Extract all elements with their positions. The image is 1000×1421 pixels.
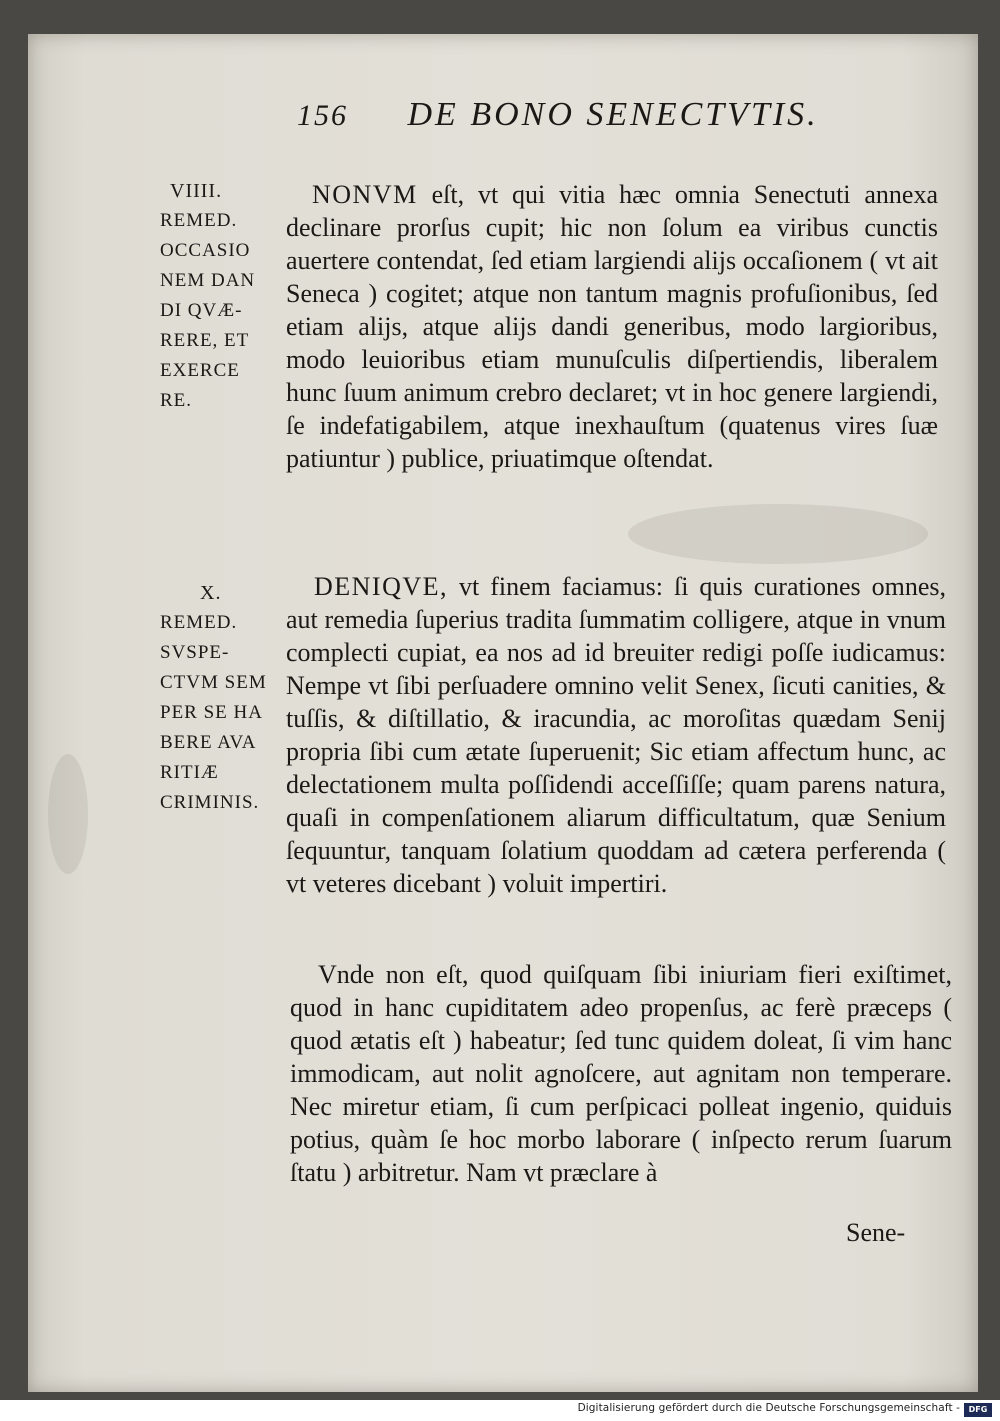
margin-note-line: NEM DAN xyxy=(160,270,256,291)
margin-note-line: SVSPE- xyxy=(160,642,230,663)
margin-note-line: RITIÆ xyxy=(160,762,219,783)
margin-note-line: CRIMINIS. xyxy=(160,792,260,813)
margin-note-line: REMED. xyxy=(160,612,238,633)
paragraph-initial: DENIQVE, xyxy=(314,572,449,601)
margin-note-9 xyxy=(160,176,282,416)
page-number: 156 xyxy=(297,99,348,132)
paragraph-nonum xyxy=(286,178,938,475)
dfg-logo: DFG xyxy=(964,1403,992,1417)
page-stain xyxy=(628,504,928,564)
paragraph-denique xyxy=(286,570,946,900)
paragraph-text: vt finem faciamus: ſi quis curationes omnes, aut remedia ſuperius tradita ſummatim colligere, atque in vnum complecti cupiat, ea nos ad id breuiter redigi poſſe iudicamus: Nempe vt ſibi perſuadere omnino velit Senex, ſicuti canities, & tuſſis, & diſtillatio, & iracundia, ac moroſitas quædam Senij propria ſibi cum ætate ſuperuenit; Sic etiam affectum hunc, ac delectationem multa poſſidendi acceſſiſſe; quam parens natura, quaſi in compenſationem aliarum difficultatum, quæ Senium ſequuntur, tanquam ſolatium quoddam ad cætera perferenda ( vt veteres dicebant ) voluit impertiri. xyxy=(286,572,946,898)
paragraph-text: eſt, vt qui vitia hæc omnia Senectuti annexa declinare prorſus cupit; hic non ſolum ea viribus cunctis auertere contendat, ſed etiam largiendi alijs occaſionem ( vt ait Seneca ) cogitet; atque non tantum magnis profuſionibus, ſed etiam alijs, atque alijs dandi generibus, modo largioribus, modo leuioribus etiam munuſculis diſpertiendis, liberalem hunc ſuum animum crebro declaret; vt in hoc genere largiendi, ſe indefatigabilem, atque inexhauſtum (quatenus vires ſuæ patiuntur ) publice, priuatimque oſtendat. xyxy=(286,180,938,473)
margin-note-10 xyxy=(160,578,282,818)
margin-note-line: RE. xyxy=(160,390,193,411)
paragraph-initial: NONVM xyxy=(312,180,418,209)
margin-note-line: PER SE HA xyxy=(160,702,263,723)
margin-note-line: EXERCE xyxy=(160,360,240,381)
running-header xyxy=(297,96,917,140)
margin-note-line: DI QVÆ- xyxy=(160,300,243,321)
paragraph-vnde xyxy=(290,958,952,1189)
digitization-footer xyxy=(0,1400,1000,1421)
margin-note-line: BERE AVA xyxy=(160,732,257,753)
footer-credit: Digitalisierung gefördert durch die Deutsche Forschungsgemeinschaft - xyxy=(577,1402,960,1414)
catchword: Sene- xyxy=(846,1218,906,1247)
margin-note-line: RERE, ET xyxy=(160,330,250,351)
margin-note-line: CTVM SEM xyxy=(160,672,267,693)
margin-note-line: REMED. xyxy=(160,210,238,231)
paragraph-text: Vnde non eſt, quod quiſquam ſibi iniuriam fieri exiſtimet, quod in hanc cupiditatem adeo propenſus, ac ferè præceps ( quod ætatis eſt ) habeatur; ſed tunc quidem doleat, ſi vim hanc immodicam, aut nolit agnoſcere, aut agnitam non temperare. Nec miretur etiam, ſi cum perſpicaci polleat ingenio, quiduis potius, quàm ſe hoc morbo laborare ( inſpecto rerum ſuarum ſtatu ) arbitretur. Nam vt præclare à xyxy=(290,960,952,1187)
page-stain xyxy=(48,754,88,874)
margin-note-number: X. xyxy=(200,582,222,604)
margin-note-line: OCCASIO xyxy=(160,240,251,261)
margin-note-number: VIIII. xyxy=(170,180,223,202)
running-title: DE BONO SENECTVTIS. xyxy=(407,96,819,133)
